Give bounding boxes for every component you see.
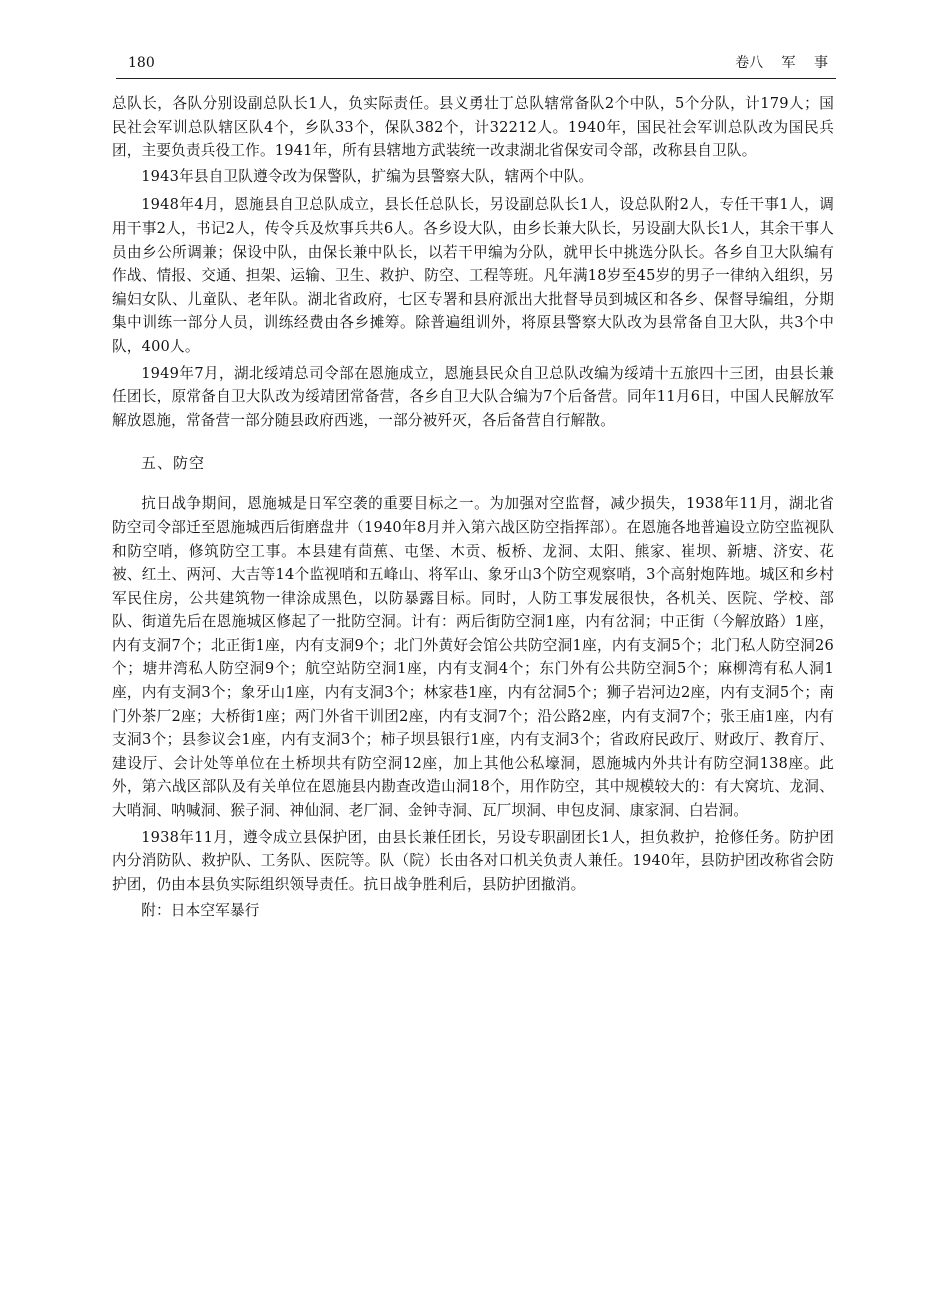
- page-body: [112, 92, 834, 923]
- page-number: 180: [128, 55, 155, 71]
- header-rule: [116, 78, 836, 79]
- paragraph: 1948年4月，恩施县自卫总队成立，县长任总队长，另设副总队长1人，设总队附2人，专任干事1人，调用干事2人，书记2人，传令兵及炊事兵共6人。各乡设大队，由乡长兼大队长，另设副大队长1人，其余干事人员由乡公所调兼；保设中队，由保长兼中队长，以若干甲编为分队，就甲长中挑选分队长。各乡自卫大队编有作战、情报、交通、担架、运输、卫生、救护、防空、工程等班。凡年满18岁至45岁的男子一律纳入组织，另编妇女队、儿童队、老年队。湖北省政府，七区专署和县府派出大批督导员到城区和各乡、保督导编组，分期集中训练一部分人员，训练经费由各乡摊筹。除普遍组训外，将原县警察大队改为县常备自卫大队，共3个中队，400人。: [112, 196, 834, 355]
- paragraph: 1943年县自卫队遵令改为保警队，扩编为县警察大队，辖两个中队。: [141, 167, 594, 185]
- page-header: [116, 52, 834, 74]
- paragraph: 总队长，各队分别设副总队长1人，负实际责任。县义勇壮丁总队辖常备队2个中队，5个分队，计179人；国民社会军训总队辖区队4个，乡队33个，保队382个，计32212人。1940年，国民社会军训总队改为国民兵团，主要负责兵役工作。1941年，所有县辖地方武装统一改隶湖北省保安司令部，改称县自卫队。: [112, 95, 834, 160]
- paragraph: 1938年11月，遵令成立县保护团，由县长兼任团长，另设专职副团长1人，担负救护，抢修任务。防护团内分消防队、救护队、工务队、医院等。队（院）长由各对口机关负责人兼任。1940年，县防护团改称省会防护团，仍由本县负实际组织领导责任。抗日战争胜利后，县防护团撤消。: [112, 828, 834, 893]
- paragraph: 1949年7月，湖北绥靖总司令部在恩施成立，恩施县民众自卫总队改编为绥靖十五旅四十三团，由县长兼任团长，原常备自卫大队改为绥靖团常备营，各乡自卫大队合编为7个后备营。同年11月6日，中国人民解放军解放恩施，常备营一部分随县政府西逃，一部分被歼灭，各后备营自行解散。: [112, 364, 834, 429]
- paragraph: 抗日战争期间，恩施城是日军空袭的重要目标之一。为加强对空监督，减少损失，1938年11月，湖北省防空司令部迁至恩施城西后街磨盘井（1940年8月并入第六战区防空指挥部）。在恩施各地普遍设立防空监视队和防空哨，修筑防空工事。本县建有茴蕉、屯堡、木贡、板桥、龙洞、太阳、熊家、崔坝、新塘、济安、花被、红土、两河、大吉等14个监视哨和五峰山、将军山、象牙山3个防空观察哨，3个高射炮阵地。城区和乡村军民住房，公共建筑物一律涂成黑色，以防暴露目标。同时，人防工事发展很快，各机关、医院、学校、部队、街道先后在恩施城区修起了一批防空洞。计有：两后街防空洞1座，内有岔洞；中正街（今解放路）1座，内有支洞7个；北正街1座，内有支洞9个；北门外黄好会馆公共防空洞1座，内有支洞5个；北门私人防空洞26个；塘井湾私人防空洞9个；航空站防空洞1座，内有支洞4个；东门外有公共防空洞5个；麻柳湾有私人洞1座，内有支洞3个；象牙山1座，内有支洞3个；林家巷1座，内有岔洞5个；狮子岩河边2座，内有支洞5个；南门外茶厂2座；大桥街1座；两门外省干训团2座，内有支洞7个；沿公路2座，内有支洞7个；张王庙1座，内有支洞3个；县参议会1座，内有支洞3个；柿子坝县银行1座，内有支洞3个；省政府民政厅、财政厅、教育厅、建设厅、会计处等单位在土桥坝共有防空洞12座，加上其他公私壕洞，恩施城内外共计有防空洞138座。此外，第六战区部队及有关单位在恩施县内勘查改造山洞18个，用作防空，其中规模较大的：有大窝坑、龙洞、大哨洞、呐喊洞、猴子洞、神仙洞、老厂洞、金钟寺洞、瓦厂坝洞、申包皮洞、康家洞、白岩洞。: [112, 495, 834, 820]
- appendix-heading: 附：日本空军暴行: [141, 902, 260, 920]
- section-title: 五、防空: [141, 454, 206, 473]
- chapter-title: 卷八 军 事: [735, 55, 828, 71]
